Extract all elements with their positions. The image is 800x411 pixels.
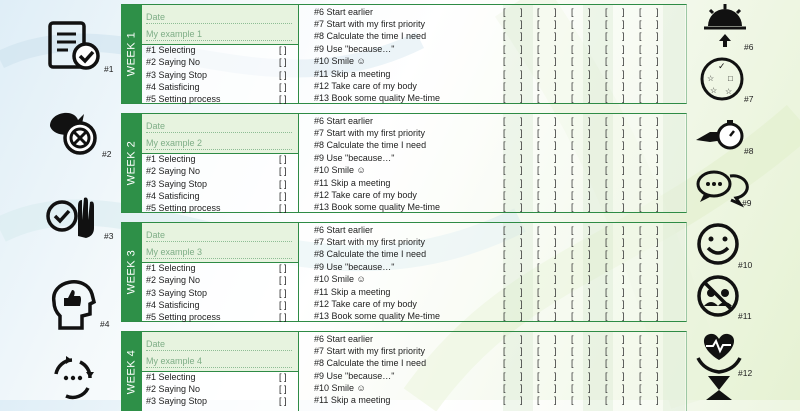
checkbox-row[interactable]: [ ] [ ] [ ] [ ] [ ]: [503, 56, 665, 66]
checkbox-row[interactable]: [ ] [ ] [ ] [ ] [ ]: [503, 81, 665, 91]
week-label: WEEK 4: [121, 332, 142, 411]
tip-row: #8 Calculate the time I need: [314, 249, 427, 259]
tip-row: #9 Use "because…": [314, 371, 395, 381]
strategy-row[interactable]: #4 Satisficing [ ]: [146, 300, 287, 310]
checkbox-row[interactable]: [ ] [ ] [ ] [ ] [ ]: [503, 225, 665, 235]
date-field[interactable]: Date: [146, 230, 292, 242]
checkbox-row[interactable]: [ ] [ ] [ ] [ ] [ ]: [503, 116, 665, 126]
checkbox-row[interactable]: [ ] [ ] [ ] [ ] [ ]: [503, 287, 665, 297]
right-icon-column: [688, 0, 800, 400]
thumbs-up-head-icon: [46, 272, 98, 330]
checkbox-row[interactable]: [ ] [ ] [ ] [ ] [ ]: [503, 395, 665, 405]
checkbox-row[interactable]: [ ] [ ] [ ] [ ] [ ]: [503, 202, 665, 212]
tip-row: #10 Smile ☺: [314, 56, 366, 66]
checkbox-row[interactable]: [ ] [ ] [ ] [ ] [ ]: [503, 19, 665, 29]
icon-number-11: #11: [738, 311, 752, 321]
icon-number-6: #6: [744, 42, 754, 52]
strategy-row[interactable]: #1 Selecting [ ]: [146, 154, 287, 164]
stopwatch-hand-icon: [696, 118, 746, 154]
strategy-row[interactable]: #2 Saying No [ ]: [146, 384, 287, 394]
strategy-row[interactable]: #2 Saying No [ ]: [146, 166, 287, 176]
tip-row: #7 Start with my first priority: [314, 19, 426, 29]
tip-row: #7 Start with my first priority: [314, 346, 426, 356]
priority-target-icon: [698, 56, 746, 102]
week-2-block: [121, 113, 687, 213]
tip-row: #11 Skip a meeting: [314, 395, 391, 405]
week-3-block: [121, 222, 687, 322]
tip-row: #7 Start with my first priority: [314, 237, 426, 247]
date-area: [142, 5, 298, 45]
week-tips-column: [306, 5, 686, 103]
strategy-row[interactable]: #2 Saying No [ ]: [146, 57, 287, 67]
checkbox-row[interactable]: [ ] [ ] [ ] [ ] [ ]: [503, 140, 665, 150]
tip-row: #8 Calculate the time I need: [314, 358, 427, 368]
example-field[interactable]: My example 1: [146, 29, 292, 41]
tip-row: #7 Start with my first priority: [314, 128, 426, 138]
no-meeting-icon: [696, 274, 740, 318]
strategy-row[interactable]: #5 Setting process [ ]: [146, 312, 287, 322]
smiley-icon: [696, 222, 740, 266]
hourglass-icon: [702, 374, 736, 400]
strategy-row[interactable]: #2 Saying No [ ]: [146, 275, 287, 285]
strategy-row[interactable]: #1 Selecting [ ]: [146, 45, 287, 55]
tip-row: #9 Use "because…": [314, 262, 395, 272]
checkbox-row[interactable]: [ ] [ ] [ ] [ ] [ ]: [503, 93, 665, 103]
icon-number-3: #3: [104, 231, 114, 241]
tip-row: #12 Take care of my body: [314, 190, 417, 200]
example-field[interactable]: My example 4: [146, 356, 292, 368]
strategy-row[interactable]: #4 Satisficing [ ]: [146, 82, 287, 92]
strategy-row[interactable]: #5 Setting process [ ]: [146, 203, 287, 213]
icon-number-8: #8: [744, 146, 754, 156]
week-tips-column: [306, 332, 686, 411]
icon-number-2: #2: [102, 149, 112, 159]
date-area: [142, 332, 298, 372]
heart-care-icon: [696, 330, 742, 374]
checkbox-row[interactable]: [ ] [ ] [ ] [ ] [ ]: [503, 249, 665, 259]
speech-bubbles-icon: [696, 168, 746, 208]
icon-number-7: #7: [744, 94, 754, 104]
date-field[interactable]: Date: [146, 339, 292, 351]
icon-number-9: #9: [742, 198, 752, 208]
date-field[interactable]: Date: [146, 121, 292, 133]
strategy-row[interactable]: #1 Selecting [ ]: [146, 263, 287, 273]
svg-text:☆: ☆: [725, 87, 733, 96]
checkbox-row[interactable]: [ ] [ ] [ ] [ ] [ ]: [503, 383, 665, 393]
week-strategies-column: [142, 5, 299, 103]
checklist-icon: [46, 20, 102, 74]
tip-row: #6 Start earlier: [314, 7, 374, 17]
week-tips-column: [306, 223, 686, 321]
week-label: WEEK 1: [121, 5, 142, 103]
tip-row: #11 Skip a meeting: [314, 287, 391, 297]
strategy-row[interactable]: #3 Saying Stop [ ]: [146, 396, 287, 406]
checkbox-row[interactable]: [ ] [ ] [ ] [ ] [ ]: [503, 128, 665, 138]
cycle-process-icon: [46, 354, 100, 400]
checkbox-row[interactable]: [ ] [ ] [ ] [ ] [ ]: [503, 7, 665, 17]
date-area: [142, 223, 298, 263]
tip-row: #13 Book some quality Me-time: [314, 93, 441, 103]
checkbox-row[interactable]: [ ] [ ] [ ] [ ] [ ]: [503, 31, 665, 41]
icon-number-10: #10: [738, 260, 753, 270]
tip-row: #9 Use "because…": [314, 44, 395, 54]
no-speech-icon: [44, 106, 102, 158]
tip-row: #6 Start earlier: [314, 116, 374, 126]
week-tips-column: [306, 114, 686, 212]
checkbox-row[interactable]: [ ] [ ] [ ] [ ] [ ]: [503, 178, 665, 188]
icon-number-1: #1: [104, 64, 114, 74]
week-4-block: [121, 331, 687, 411]
strategy-row[interactable]: #3 Saying Stop [ ]: [146, 70, 287, 80]
checkbox-row[interactable]: [ ] [ ] [ ] [ ] [ ]: [503, 190, 665, 200]
checkbox-row[interactable]: [ ] [ ] [ ] [ ] [ ]: [503, 334, 665, 344]
strategy-row[interactable]: #4 Satisficing [ ]: [146, 191, 287, 201]
tip-row: #12 Take care of my body: [314, 299, 417, 309]
tip-row: #13 Book some quality Me-time: [314, 202, 441, 212]
checkbox-row[interactable]: [ ] [ ] [ ] [ ] [ ]: [503, 358, 665, 368]
tip-row: #10 Smile ☺: [314, 383, 366, 393]
tip-row: #13 Book some quality Me-time: [314, 311, 441, 321]
tip-row: #6 Start earlier: [314, 225, 374, 235]
tip-row: #10 Smile ☺: [314, 274, 366, 284]
sunrise-icon: [702, 4, 748, 48]
checkbox-row[interactable]: [ ] [ ] [ ] [ ] [ ]: [503, 274, 665, 284]
checkbox-row[interactable]: [ ] [ ] [ ] [ ] [ ]: [503, 299, 665, 309]
checkbox-row[interactable]: [ ] [ ] [ ] [ ] [ ]: [503, 262, 665, 272]
tip-row: #6 Start earlier: [314, 334, 374, 344]
date-field[interactable]: Date: [146, 12, 292, 24]
svg-text:□: □: [728, 74, 733, 83]
stop-hand-icon: [44, 192, 102, 240]
svg-text:☆: ☆: [707, 74, 715, 83]
svg-text:✓: ✓: [718, 61, 726, 71]
checkbox-row[interactable]: [ ] [ ] [ ] [ ] [ ]: [503, 371, 665, 381]
week-strategies-column: [142, 223, 299, 321]
checkbox-row[interactable]: [ ] [ ] [ ] [ ] [ ]: [503, 346, 665, 356]
date-area: [142, 114, 298, 154]
strategy-row[interactable]: #5 Setting process [ ]: [146, 94, 287, 104]
week-label: WEEK 3: [121, 223, 142, 321]
svg-text:☆: ☆: [710, 86, 718, 95]
checkbox-row[interactable]: [ ] [ ] [ ] [ ] [ ]: [503, 153, 665, 163]
tip-row: #10 Smile ☺: [314, 165, 366, 175]
tip-row: #9 Use "because…": [314, 153, 395, 163]
example-field[interactable]: My example 3: [146, 247, 292, 259]
icon-number-4: #4: [100, 319, 110, 329]
week-strategies-column: [142, 332, 299, 411]
week-label: WEEK 2: [121, 114, 142, 212]
tip-row: #11 Skip a meeting: [314, 178, 391, 188]
tip-row: #8 Calculate the time I need: [314, 140, 427, 150]
tip-row: #12 Take care of my body: [314, 81, 417, 91]
checkbox-row[interactable]: [ ] [ ] [ ] [ ] [ ]: [503, 44, 665, 54]
checkbox-row[interactable]: [ ] [ ] [ ] [ ] [ ]: [503, 311, 665, 321]
week-1-block: [121, 4, 687, 104]
example-field[interactable]: My example 2: [146, 138, 292, 150]
strategy-row[interactable]: #3 Saying Stop [ ]: [146, 288, 287, 298]
tip-row: #11 Skip a meeting: [314, 69, 391, 79]
week-strategies-column: [142, 114, 299, 212]
strategy-row[interactable]: #1 Selecting [ ]: [146, 372, 287, 382]
checkbox-row[interactable]: [ ] [ ] [ ] [ ] [ ]: [503, 237, 665, 247]
tip-row: #8 Calculate the time I need: [314, 31, 427, 41]
checkbox-row[interactable]: [ ] [ ] [ ] [ ] [ ]: [503, 165, 665, 175]
left-icon-column: [0, 0, 120, 400]
strategy-row[interactable]: #3 Saying Stop [ ]: [146, 179, 287, 189]
icon-number-12: #12: [738, 368, 753, 378]
checkbox-row[interactable]: [ ] [ ] [ ] [ ] [ ]: [503, 69, 665, 79]
